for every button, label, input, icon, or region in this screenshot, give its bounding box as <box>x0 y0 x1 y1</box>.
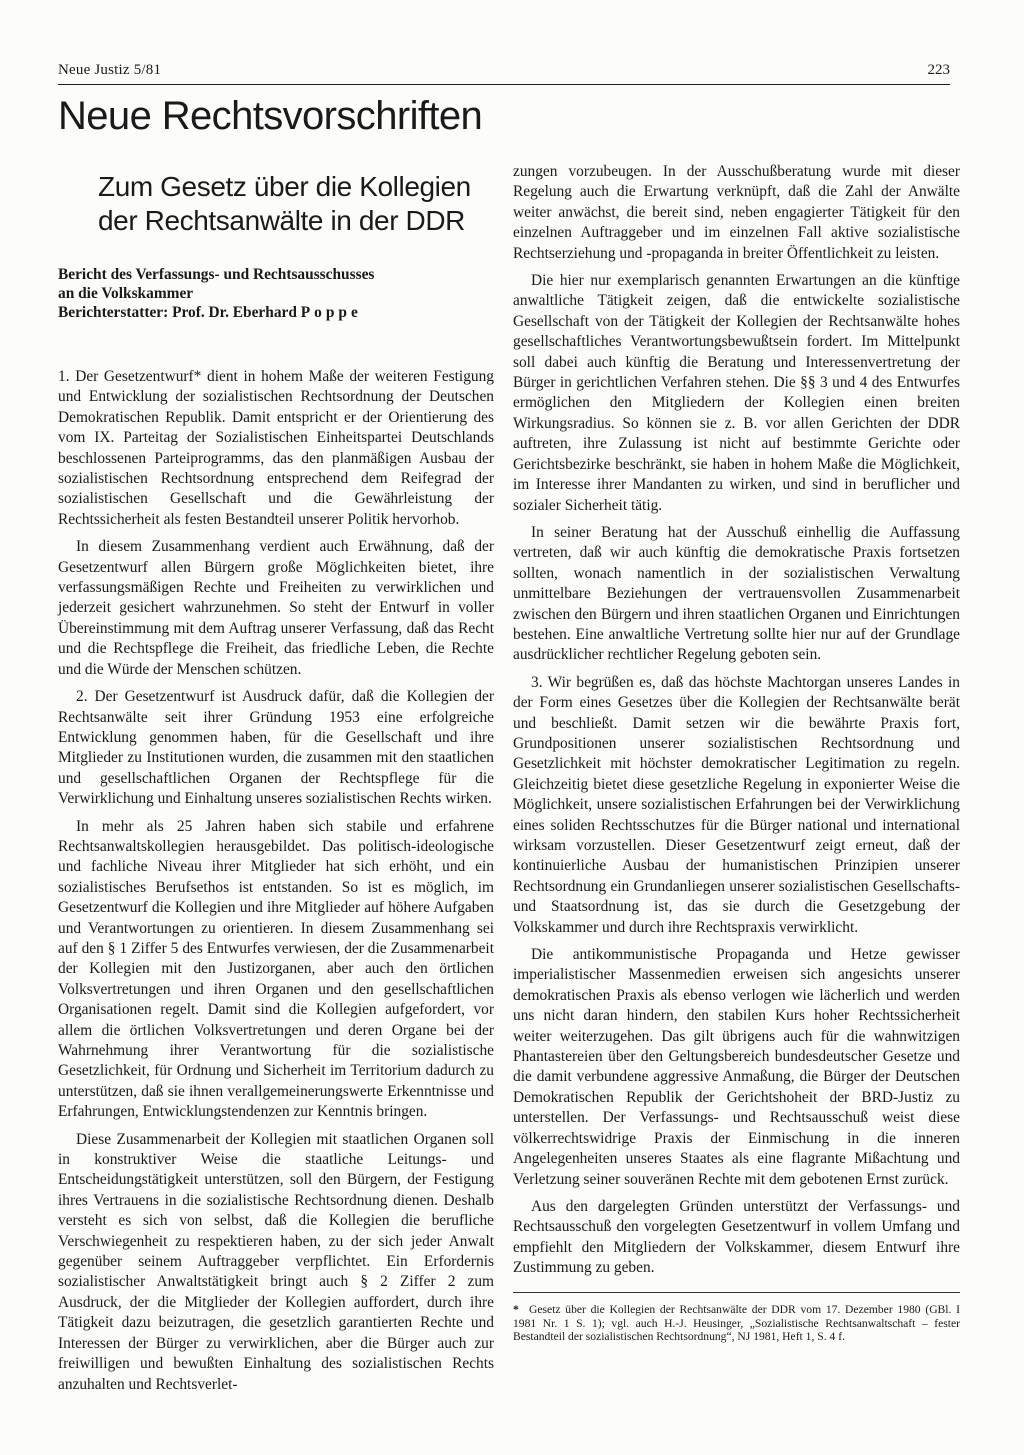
article-title <box>98 170 488 238</box>
right-text-column <box>513 162 960 1286</box>
footnote-marker: * <box>513 1303 519 1316</box>
footnote <box>513 1303 960 1344</box>
rapporteur-name: Poppe <box>300 304 362 321</box>
paragraph: 2. Der Gesetzentwurf ist Ausdruck dafür, daß die Kollegien der Rechtsanwälte seit ihrer Gründung 1953 eine erfolgreiche Entwicklung genommen haben, für die Gesellschaft und ihre Mitglieder zu Institutionen wurden, die zusammen mit den staatlichen und gesellschaftlichen Organen der Rechtspflege für die Verwirklichung und Einhaltung unseres sozialistischen Rechts wirken. <box>58 688 494 808</box>
section-title: Neue Rechtsvorschriften <box>58 94 483 138</box>
paragraph: 1. Der Gesetzentwurf* dient in hohem Maße der weiteren Festigung und Entwicklung der sozialistischen Rechtsordnung der Deutschen Demokratischen Republik. Damit entspricht er der Orientierung des vom IX. Parteitag der Sozialistischen Einheitspartei Deutschlands beschlossenen Parteiprogramms, das den planmäßigen Ausbau der sozialistischen Rechtsordnung entsprechend dem Reifegrad der sozialistischen Gesellschaft und die Gewährleistung der Rechtssicherheit als festen Bestandteil unserer Politik hervorhob. <box>58 368 494 528</box>
paragraph: In seiner Beratung hat der Ausschuß einhellig die Auffassung vertreten, daß wir auch künftig die demokratische Praxis fortsetzen sollten, wonach namentlich in der sozialistischen Verwaltung unmittelbare Beziehungen der vertrauensvollen Zusammenarbeit zwischen den Bürgern und ihren staatlichen Organen und Einrichtungen bestehen. Eine anwaltliche Vertretung sollte hier nur auf der Grundlage ausdrücklicher rechtlicher Regelung geboten sein. <box>513 523 960 664</box>
report-line-1: Bericht des Verfassungs- und Rechtsausschusses <box>58 266 375 283</box>
paragraph: zungen vorzubeugen. In der Ausschußberatung wurde mit dieser Regelung auch die Erwartung verknüpft, daß die Zahl der Anwälte weiter anwächst, die bereit sind, neben engagierter Tätigkeit für den einzelnen Auftraggeber und im einzelnen Fall aktive sozialistische Rechtserziehung und -propaganda in breiter Öffentlichkeit zu leisten. <box>513 163 960 262</box>
paragraph: Diese Zusammenarbeit der Kollegien mit staatlichen Organen soll in konstruktiver Weise die staatliche Leitungs- und Entscheidungstätigkeit unterstützen, soll den Bürgern, der Festigung ihres Vertrauens in die sozialistische Rechtsordnung dienen. Deshalb versteht es sich von selbst, daß die Kollegien die berufliche Verschwiegenheit zu respektieren haben, zu der sich jeder Anwalt gegenüber seinem Auftraggeber verpflichtet. Ein Erfordernis sozialistischer Anwaltstätigkeit bringt auch § 2 Ziffer 2 zum Ausdruck, der die Mitglieder der Kollegien auffordert, durch ihre Tätigkeit dazu beizutragen, die gesetzlich garantierten Rechte und Interessen der Bürger zu verwirklichen, aber die Bürger auch zur freiwilligen und bewußten Einhaltung des sozialistischen Rechts anzuhalten und Rechtsverlet- <box>58 1130 494 1393</box>
paragraph: 3. Wir begrüßen es, daß das höchste Machtorgan unseres Landes in der Form eines Gesetzes über die Kollegien der Rechtsanwälte berät und beschließt. Damit setzen wir die bewährte Praxis fort, Grundpositionen unserer sozialistischen Rechtsordnung und Gesetzlichkeit mit höchster demokratischer Legitimation zu regeln. Gleichzeitig bietet diese gesetzliche Regelung in exponierter Weise die Möglichkeit, unsere sozialistischen Erfahrungen bei der Verwirklichung eines soliden Rechtsschutzes für die Bürger national und international wirksam vorzustellen. Dieser Gesetzentwurf zeigt erneut, daß der kontinuierliche Ausbau der humanistischen Prinzipien unserer Rechtsordnung ein Grundanliegen unserer sozialistischen Gesellschafts- und Staatsordnung ist, das sie durch die Gesetzgebung der Volkskammer und durch ihre Rechtspraxis verwirklicht. <box>513 673 960 936</box>
article-title-line-2: der Rechtsanwälte in der DDR <box>98 205 465 236</box>
rapporteur-prefix: Berichterstatter: Prof. Dr. Eberhard <box>58 304 301 321</box>
footnote-rule <box>513 1292 960 1293</box>
report-byline <box>58 265 488 322</box>
left-text-column <box>58 367 494 1402</box>
header-rule <box>58 84 950 85</box>
paragraph: Aus den dargelegten Gründen unterstützt der Verfassungs- und Rechtsausschuß den vorgelegten Gesetzentwurf in vollem Umfang und empfiehlt den Mitgliedern der Volkskammer, diesem Entwurf ihre Zustimmung zu geben. <box>513 1197 960 1277</box>
report-line-2: an die Volkskammer <box>58 285 194 302</box>
article-title-line-1: Zum Gesetz über die Kollegien <box>98 171 471 202</box>
page-number: 223 <box>927 62 950 78</box>
paragraph: In mehr als 25 Jahren haben sich stabile und erfahrene Rechtsanwaltskollegien herausgebildet. Das politisch-ideologische und fachliche Niveau ihrer Mitglieder hat sich erhöht, und ein sozialistisches Berufsethos ist entstanden. So ist es möglich, im Gesetzentwurf die Kollegien und ihre Mitglieder auf höhere Aufgaben und Verantwortungen zu orientieren. In diesem Zusammenhang sei auf den § 1 Ziffer 5 des Entwurfes verwiesen, der die Zusammenarbeit der Kollegien mit den Justizorganen, aber auch den örtlichen Volksvertretungen und ihren Organen und den gesellschaftlichen Organisationen regelt. Damit sind die Kollegien aufgefordert, vor allem die örtlichen Volksvertretungen und deren Organe bei der Wahrnehmung ihrer Verantwortung für die sozialistische Gesetzlichkeit, für Ordnung und Sicherheit im Territorium dadurch zu unterstützen, daß sie ihnen verallgemeinerungswerte Erkenntnisse und Erfahrungen, Entwicklungstendenzen zur Kenntnis bringen. <box>58 817 494 1121</box>
rapporteur-line <box>58 303 488 322</box>
paragraph: In diesem Zusammenhang verdient auch Erwähnung, daß der Gesetzentwurf allen Bürgern große Möglichkeiten bietet, ihre verfassungsmäßigen Rechte und Freiheiten zu verwirklichen und jederzeit gesichert wahrzunehmen. So steht der Entwurf in voller Übereinstimmung mit dem Auftrag unserer Verfassung, daß das Recht und die Rechtspflege die Freiheit, das friedliche Leben, die Rechte und die Würde der Menschen schützen. <box>58 538 494 678</box>
footnote-text: Gesetz über die Kollegien der Rechtsanwälte der DDR vom 17. Dezember 1980 (GBl. I 1981 Nr. 1 S. 1); vgl. auch H.-J. Heusinger, „Sozialistische Rechtsanwaltschaft – fester Bestandteil der sozialistischen Rechtsordnung“, NJ 1981, Heft 1, S. 4 f. <box>513 1303 960 1344</box>
running-head: Neue Justiz 5/81 <box>58 62 162 78</box>
paragraph: Die antikommunistische Propaganda und Hetze gewisser imperialistischer Massenmedien erweisen sich angesichts unserer demokratischen Praxis als ebenso verlogen wie lächerlich und werden uns nicht daran hindern, den stabilen Kurs hoher Rechtssicherheit weiter weiterzugehen. Das gilt übrigens auch für die wahnwitzigen Phantastereien über den Geltungsbereich bundesdeutscher Gesetze und die damit verbundene aggressive Anmaßung, die Bürger der Deutschen Demokratischen Republik der Gerichtshoheit der BRD-Justiz zu unterstellen. Der Verfassungs- und Rechtsausschuß weist diese völkerrechtswidrige Praxis der Einmischung in die inneren Angelegenheiten unseres Staates als eine flagrante Mißachtung und Verletzung seiner souveränen Rechte mit dem gebotenen Ernst zurück. <box>513 946 960 1188</box>
paragraph: Die hier nur exemplarisch genannten Erwartungen an die künftige anwaltliche Tätigkeit zeigen, daß die entwickelte sozialistische Gesellschaft von der Tätigkeit der Kollegien der Rechtsanwälte hohes gesellschaftliches Verantwortungsbewußtsein fordert. Im Mittelpunkt soll dabei auch künftig die Beratung und Interessenvertretung der Bürger in gerichtlichen Verfahren stehen. Die §§ 3 und 4 des Entwurfes ermöglichen den Mitgliedern der Kollegien einen breiten Wirkungsradius. So können sie z. B. vor allen Gerichten der DDR auftreten, ihre Zulassung ist nicht auf bestimmte Gerichte oder Gerichtsbezirke beschränkt, sie haben in hohem Maße die Möglichkeit, im Interesse ihrer Mandanten zu wirken, und sind in beruflicher und sozialer Sicherheit tätig. <box>513 272 960 514</box>
